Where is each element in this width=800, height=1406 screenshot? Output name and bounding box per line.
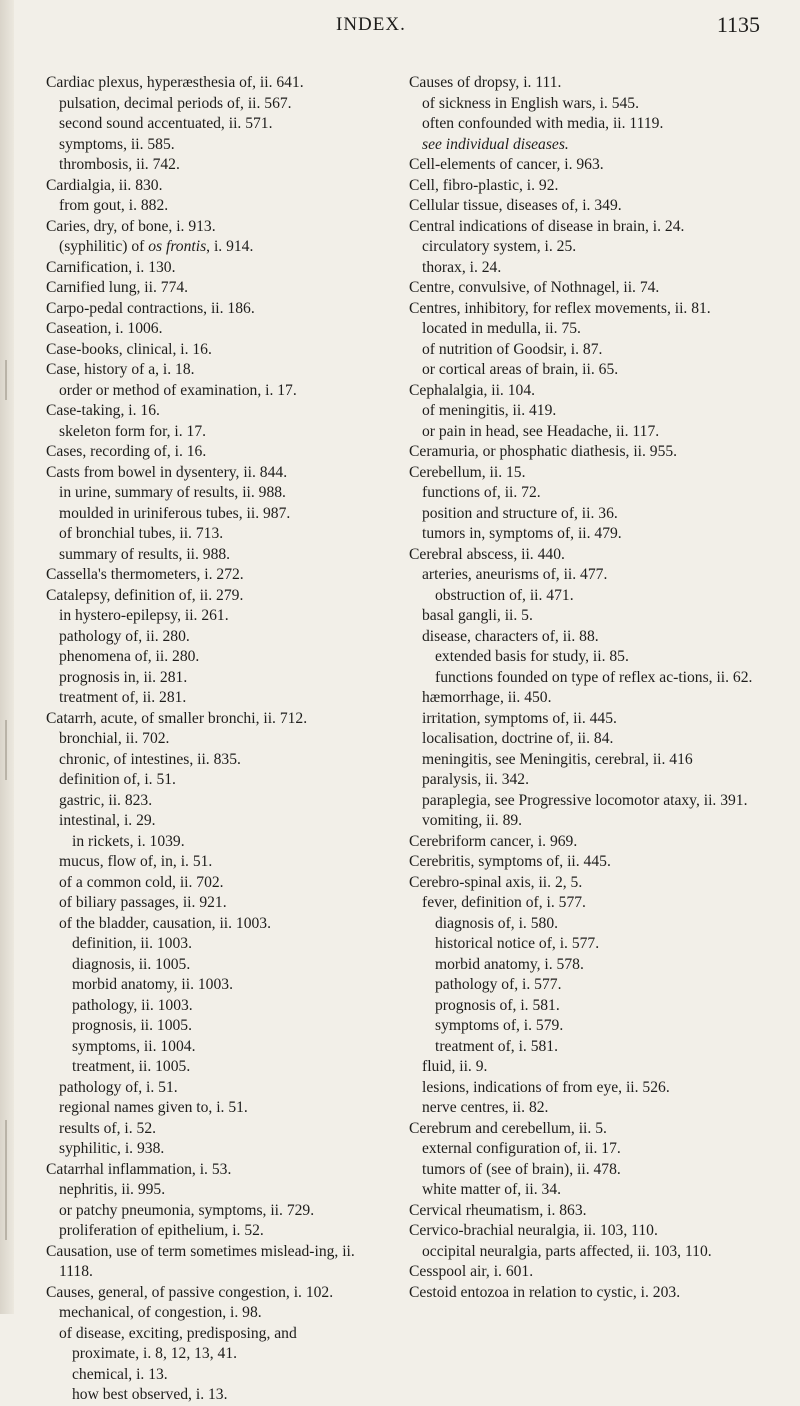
index-entry: Ceramuria, or phosphatic diathesis, ii. 955.	[409, 443, 678, 460]
index-entry: Cerebrum and cerebellum, ii. 5.	[409, 1119, 607, 1137]
index-subentry: meningitis, see Meningitis, cerebral, ii. 416	[422, 750, 693, 768]
index-subentry: arteries, aneurisms of, ii. 477.	[422, 566, 608, 583]
index-subentry: treatment of, ii. 281.	[59, 689, 187, 706]
index-subentry: of nutrition of Goodsir, i. 87.	[422, 340, 603, 358]
index-subentry: of meningitis, ii. 419.	[422, 402, 557, 419]
index-subentry: located in medulla, ii. 75.	[422, 320, 581, 337]
index-subentry: vomiting, ii. 89.	[422, 812, 523, 829]
index-subentry: pathology of, i. 577.	[435, 976, 562, 993]
index-subentry: of sickness in English wars, i. 545.	[422, 94, 639, 112]
index-subentry: moulded in uriniferous tubes, ii. 987.	[59, 504, 291, 522]
index-subentry: pathology of, i. 51.	[59, 1078, 178, 1096]
index-entry: Cardialgia, ii. 830.	[46, 176, 163, 194]
index-entry: Case-books, clinical, i. 16.	[46, 340, 212, 358]
index-entry: Cases, recording of, i. 16.	[46, 443, 207, 460]
index-entry: Cesspool air, i. 601.	[409, 1263, 534, 1280]
index-subentry: treatment, ii. 1005.	[72, 1058, 191, 1075]
index-subentry: regional names given to, i. 51.	[59, 1099, 248, 1116]
index-subentry: order or method of examination, i. 17.	[59, 381, 297, 399]
index-subentry: of the bladder, causation, ii. 1003.	[59, 914, 272, 932]
page-edge	[0, 0, 14, 1314]
index-entry: Cellular tissue, diseases of, i. 349.	[409, 197, 622, 214]
index-subentry: of a common cold, ii. 702.	[59, 873, 224, 891]
index-subentry: functions founded on type of reflex ac-tions, ii. 62.	[435, 668, 753, 686]
index-subentry: diagnosis of, i. 580.	[435, 914, 559, 932]
index-subentry: summary of results, ii. 988.	[59, 545, 231, 563]
index-subentry: from gout, i. 882.	[59, 197, 169, 214]
index-subentry: symptoms of, i. 579.	[435, 1017, 564, 1034]
index-entry: Cerebritis, symptoms of, ii. 445.	[409, 853, 611, 870]
index-subentry: prognosis of, i. 581.	[435, 996, 560, 1014]
index-entry: Cerebellum, ii. 15.	[409, 463, 526, 481]
index-subentry: paralysis, ii. 342.	[422, 771, 529, 788]
index-subentry: paraplegia, see Progressive locomotor ataxy, ii. 391.	[422, 791, 748, 809]
index-subentry: in hystero-epilepsy, ii. 261.	[59, 607, 229, 624]
index-subentry: often confounded with media, ii. 1119.	[422, 115, 664, 132]
index-entry: Caries, dry, of bone, i. 913.	[46, 217, 216, 235]
index-entry: Centres, inhibitory, for reflex movements, ii. 81.	[409, 299, 711, 317]
index-entry: Central indications of disease in brain, i. 24.	[409, 217, 685, 235]
index-entry: Case-taking, i. 16.	[46, 402, 160, 419]
index-subentry: nerve centres, ii. 82.	[422, 1099, 549, 1116]
index-entry: Cephalalgia, ii. 104.	[409, 381, 536, 399]
index-subentry: historical notice of, i. 577.	[435, 935, 600, 952]
index-subentry: basal gangli, ii. 5.	[422, 607, 533, 624]
index-entry: Cell-elements of cancer, i. 963.	[409, 156, 604, 173]
running-title: INDEX.	[336, 14, 406, 35]
index-subentry: (syphilitic) of os frontis, i. 914.	[59, 238, 254, 255]
index-subentry: diagnosis, ii. 1005.	[72, 955, 191, 973]
index-subentry: syphilitic, i. 938.	[59, 1140, 165, 1157]
index-entry: Cerebriform cancer, i. 969.	[409, 832, 578, 850]
page-header	[0, 14, 800, 44]
index-entry: Catarrhal inflammation, i. 53.	[46, 1160, 232, 1178]
index-subentry: in rickets, i. 1039.	[72, 832, 185, 850]
index-subentry: phenomena of, ii. 280.	[59, 648, 200, 665]
index-subentry: external configuration of, ii. 17.	[422, 1140, 621, 1157]
index-subentry: definition, ii. 1003.	[72, 935, 192, 952]
index-subentry: pathology, ii. 1003.	[72, 996, 193, 1014]
index-entry: Cestoid entozoa in relation to cystic, i. 203.	[409, 1283, 681, 1301]
index-subentry: or pain in head, see Headache, ii. 117.	[422, 422, 660, 440]
index-subentry: irritation, symptoms of, ii. 445.	[422, 709, 617, 727]
index-entry: Carnification, i. 130.	[46, 258, 176, 276]
index-subentry: mechanical, of congestion, i. 98.	[59, 1304, 262, 1321]
index-subentry: position and structure of, ii. 36.	[422, 504, 618, 522]
index-subentry: skeleton form for, i. 17.	[59, 422, 207, 440]
index-subentry: see individual diseases.	[422, 135, 569, 153]
page-number: 1135	[716, 12, 760, 37]
index-subentry: tumors of (see of brain), ii. 478.	[422, 1160, 621, 1178]
index-subentry: symptoms, ii. 1004.	[72, 1037, 196, 1055]
index-subentry: morbid anatomy, i. 578.	[435, 955, 584, 973]
index-subentry: pathology of, ii. 280.	[59, 627, 190, 645]
index-subentry: in urine, summary of results, ii. 988.	[59, 484, 286, 501]
index-entry: Casts from bowel in dysentery, ii. 844.	[46, 463, 288, 481]
index-entry: Catalepsy, definition of, ii. 279.	[46, 586, 244, 604]
index-subentry: hæmorrhage, ii. 450.	[422, 689, 552, 706]
index-subentry: lesions, indications of from eye, ii. 526.	[422, 1078, 670, 1096]
index-entry: Caseation, i. 1006.	[46, 320, 163, 337]
index-subentry: second sound accentuated, ii. 571.	[59, 115, 273, 132]
index-subentry: fever, definition of, i. 577.	[422, 894, 586, 911]
index-subentry: treatment of, i. 581.	[435, 1037, 558, 1055]
index-entry: Cardiac plexus, hyperæsthesia of, ii. 641.	[46, 74, 304, 91]
index-subentry: symptoms, ii. 585.	[59, 135, 175, 153]
index-subentry: gastric, ii. 823.	[59, 791, 153, 809]
index-subentry: results of, i. 52.	[59, 1119, 157, 1137]
index-subentry: prognosis in, ii. 281.	[59, 668, 188, 686]
index-subentry: of disease, exciting, predisposing, and proximate, i. 8, 12, 13, 41.	[59, 1324, 297, 1362]
index-entry: Cerebro-spinal axis, ii. 2, 5.	[409, 873, 583, 891]
index-subentry: functions of, ii. 72.	[422, 484, 541, 501]
index-entry: Carpo-pedal contractions, ii. 186.	[46, 299, 255, 317]
index-subentry: bronchial, ii. 702.	[59, 730, 170, 747]
index-subentry: localisation, doctrine of, ii. 84.	[422, 730, 614, 747]
index-entry: Causes, general, of passive congestion, i. 102.	[46, 1283, 334, 1301]
index-subentry: occipital neuralgia, parts affected, ii. 103, 110.	[422, 1242, 712, 1260]
index-subentry: disease, characters of, ii. 88.	[422, 627, 599, 645]
index-subentry: fluid, ii. 9.	[422, 1058, 488, 1075]
index-subentry: obstruction of, ii. 471.	[435, 586, 574, 604]
index-entry: Causes of dropsy, i. 111.	[409, 74, 562, 91]
index-subentry: prognosis, ii. 1005.	[72, 1017, 192, 1034]
index-entry: Cerebral abscess, ii. 440.	[409, 545, 565, 563]
index-entry: Cervical rheumatism, i. 863.	[409, 1201, 587, 1219]
index-subentry: extended basis for study, ii. 85.	[435, 648, 629, 665]
index-subentry: tumors in, symptoms of, ii. 479.	[422, 525, 622, 542]
index-subentry: of bronchial tubes, ii. 713.	[59, 525, 224, 542]
index-subentry: proliferation of epithelium, i. 52.	[59, 1222, 264, 1239]
index-entry: Cassella's thermometers, i. 272.	[46, 566, 244, 583]
index-subentry: thrombosis, ii. 742.	[59, 156, 180, 173]
index-subentry: morbid anatomy, ii. 1003.	[72, 976, 233, 993]
index-entry: Cervico-brachial neuralgia, ii. 103, 110.	[409, 1222, 658, 1239]
index-subentry: white matter of, ii. 34.	[422, 1181, 562, 1198]
index-subentry: chronic, of intestines, ii. 835.	[59, 750, 241, 768]
index-subentry: mucus, flow of, in, i. 51.	[59, 853, 213, 870]
index-column-right	[409, 73, 764, 1303]
index-subentry: nephritis, ii. 995.	[59, 1181, 166, 1198]
index-subentry: intestinal, i. 29.	[59, 812, 156, 829]
index-subentry: of biliary passages, ii. 921.	[59, 894, 227, 911]
index-entry: Catarrh, acute, of smaller bronchi, ii. 712.	[46, 709, 308, 727]
index-entry: Cell, fibro-plastic, i. 92.	[409, 176, 559, 194]
index-subentry: how best observed, i. 13.	[72, 1386, 228, 1403]
index-entry: Case, history of a, i. 18.	[46, 361, 195, 378]
index-entry: Carnified lung, ii. 774.	[46, 279, 189, 296]
index-entry: Causation, use of term sometimes mislead-ing, ii. 1118.	[46, 1242, 355, 1280]
index-subentry: or cortical areas of brain, ii. 65.	[422, 361, 619, 378]
index-subentry: or patchy pneumonia, symptoms, ii. 729.	[59, 1201, 315, 1219]
index-subentry: circulatory system, i. 25.	[422, 238, 577, 255]
index-subentry: definition of, i. 51.	[59, 771, 176, 788]
index-subentry: pulsation, decimal periods of, ii. 567.	[59, 94, 292, 112]
index-entry: Centre, convulsive, of Nothnagel, ii. 74.	[409, 279, 660, 296]
index-subentry: thorax, i. 24.	[422, 258, 502, 276]
index-subentry: chemical, i. 13.	[72, 1365, 168, 1383]
index-column-left	[46, 73, 364, 1406]
